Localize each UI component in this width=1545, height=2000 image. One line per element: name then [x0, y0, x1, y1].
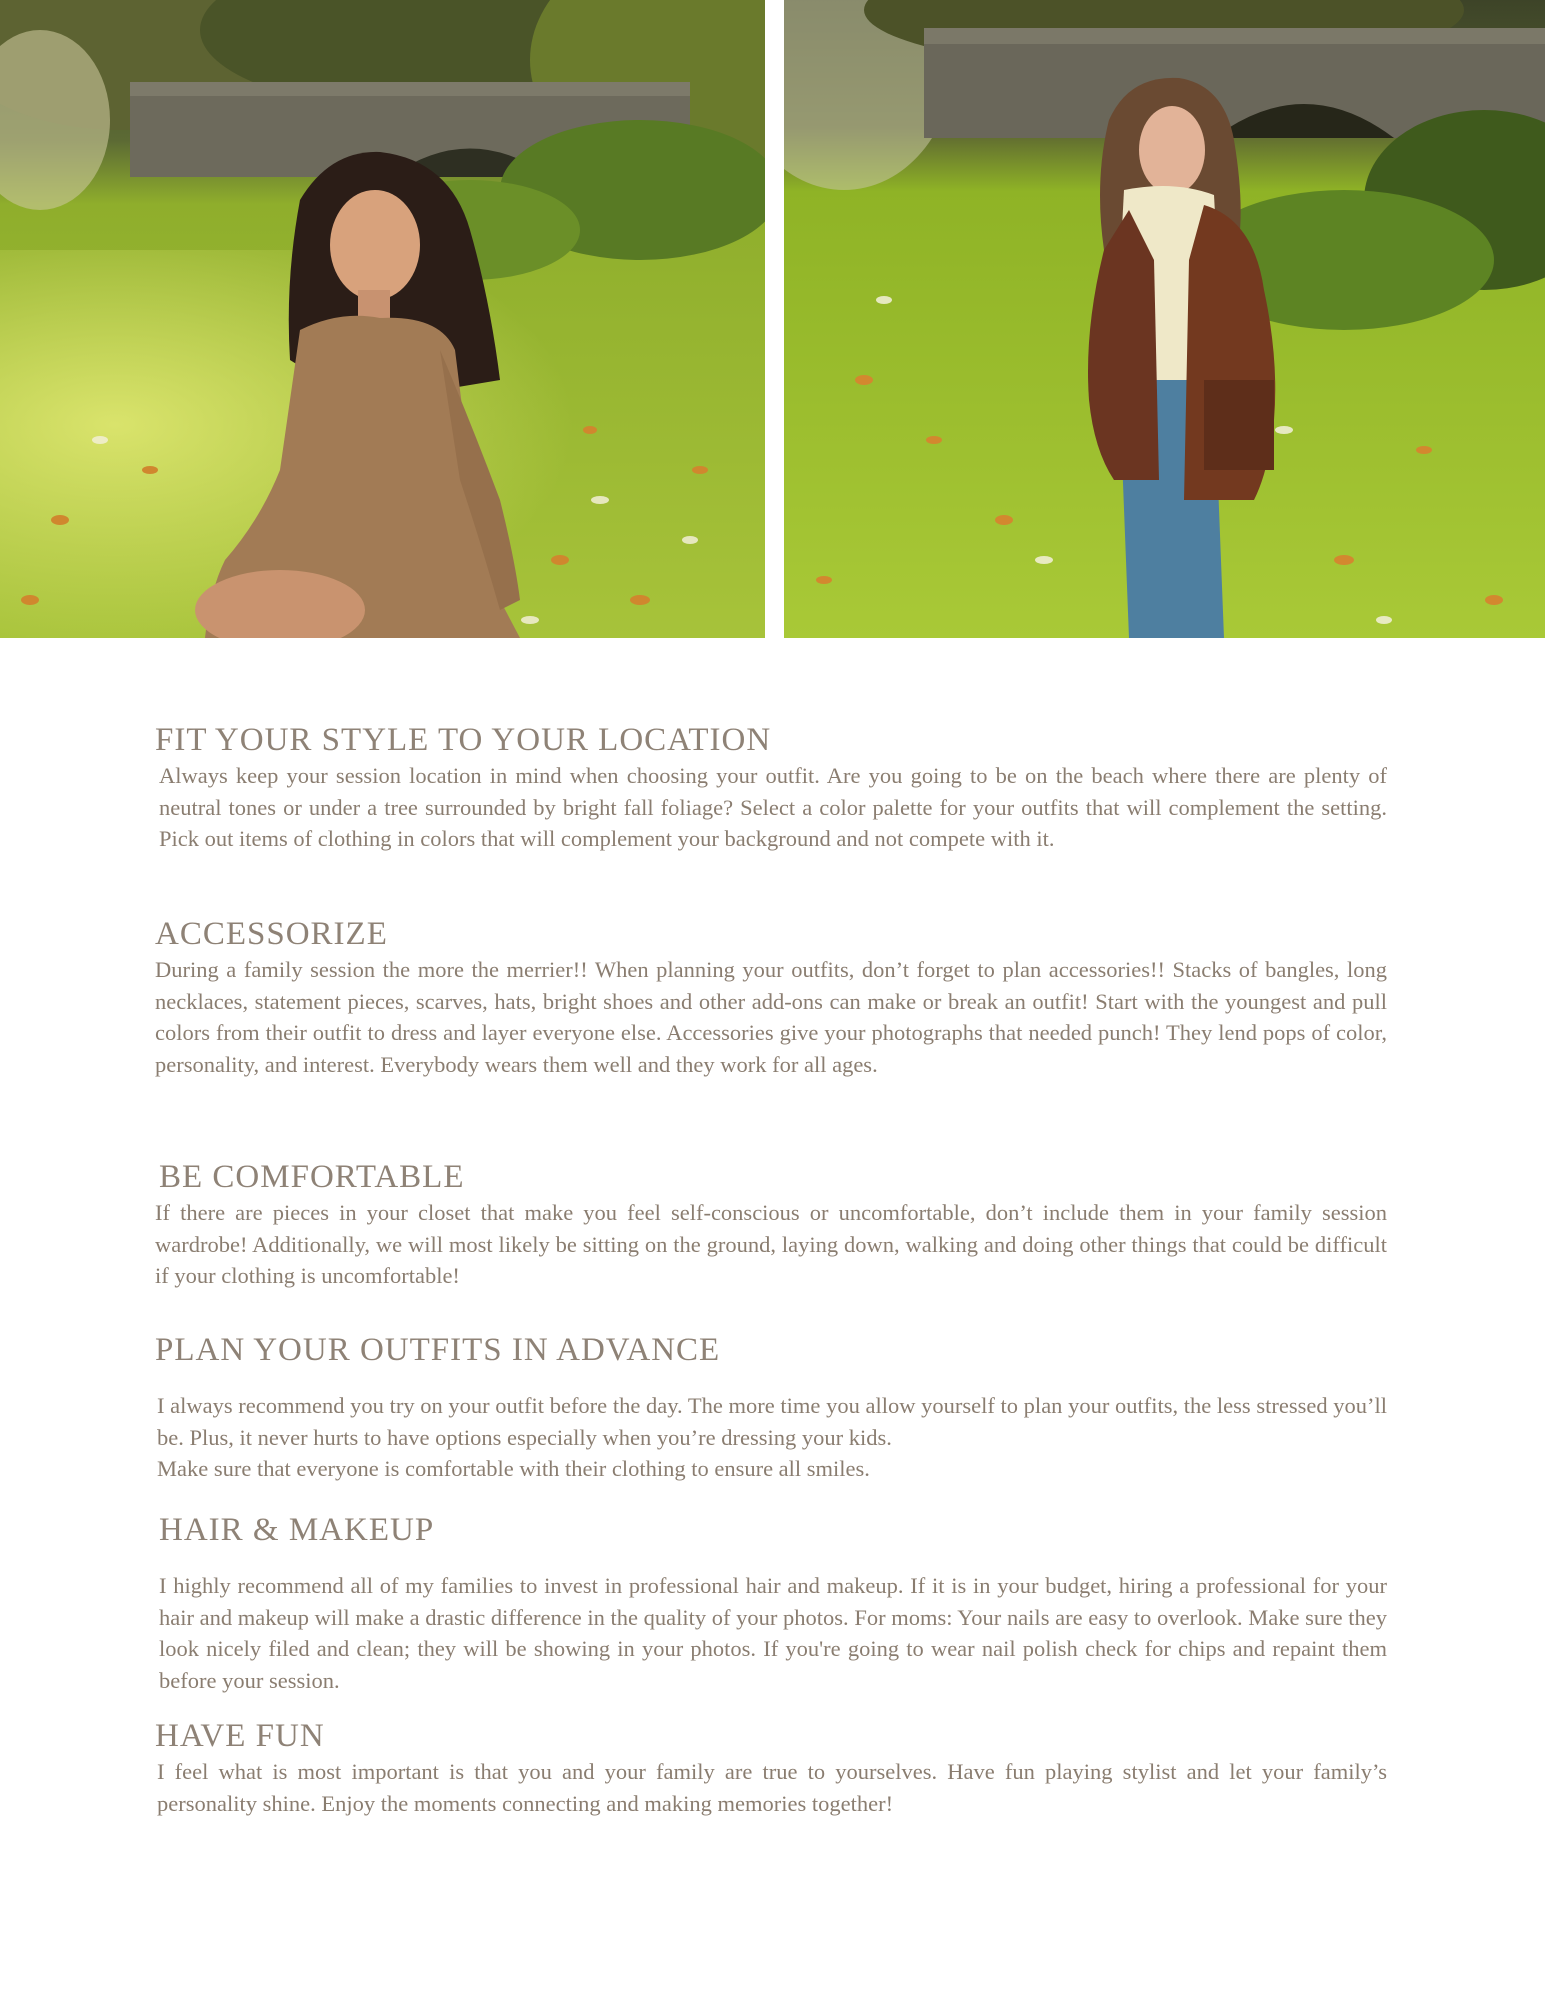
section-be-comfortable [155, 1157, 1387, 1292]
section-hair-makeup [155, 1510, 1387, 1696]
section-paragraph: I always recommend you try on your outfit before the day. The more time you allow yourself to plan your outfits, the less stressed you’ll be. Plus, it never hurts to have options especially when you’re dressing your kids. [157, 1393, 1387, 1450]
section-paragraph: I highly recommend all of my families to invest in professional hair and makeup. If it is in your budget, hiring a professional for your hair and makeup will make a drastic difference in the quality of your photos. For moms: Your nails are easy to overlook. Make sure they look nicely filed and clean; they will be showing in your photos. If you're going to wear nail polish check for chips and repaint them before your session. [159, 1573, 1387, 1693]
section-paragraph: Always keep your session location in mind when choosing your outfit. Are you going to be on the beach where there are plenty of neutral tones or under a tree surrounded by bright fall foliage? Select a color palette for your outfits that will complement the setting. Pick out items of clothing in colors that will complement your background and not compete with it. [159, 763, 1387, 851]
section-heading: ACCESSORIZE [155, 916, 388, 952]
section-have-fun [155, 1716, 1387, 1819]
section-fit-style-location [155, 720, 1387, 855]
photo-girl-standing [784, 0, 1545, 638]
section-paragraph: Make sure that everyone is comfortable with their clothing to ensure all smiles. [157, 1456, 870, 1481]
photo-girl-sitting [0, 0, 765, 638]
section-heading: FIT YOUR STYLE TO YOUR LOCATION [155, 722, 772, 758]
photo-girl-standing-image [784, 0, 1545, 638]
section-heading: HAIR & MAKEUP [159, 1512, 435, 1548]
section-heading: PLAN YOUR OUTFITS IN ADVANCE [155, 1332, 721, 1368]
section-accessorize [155, 914, 1387, 1080]
section-paragraph: During a family session the more the merrier!! When planning your outfits, don’t forget to plan accessories!! Stacks of bangles, long necklaces, statement pieces, scarves, hats, bright shoes and other add-ons can make or break an outfit! Start with the youngest and pull colors from their outfit to dress and layer everyone else. Accessories give your photographs that needed punch! They lend pops of color, personality, and interest. Everybody wears them well and they work for all ages. [155, 957, 1387, 1077]
section-heading: BE COMFORTABLE [159, 1159, 465, 1195]
section-paragraph: I feel what is most important is that you and your family are true to yourselves. Have fun playing stylist and let your family’s personality shine. Enjoy the moments connecting and making memories together! [157, 1759, 1387, 1816]
section-heading: HAVE FUN [155, 1718, 325, 1754]
photo-girl-sitting-image [0, 0, 765, 638]
section-plan-outfits [155, 1330, 1387, 1485]
section-paragraph: If there are pieces in your closet that make you feel self-conscious or uncomfortable, don’t include them in your family session wardrobe! Additionally, we will most likely be sitting on the ground, laying down, walking and doing other things that could be difficult if your clothing is uncomfortable! [155, 1200, 1387, 1288]
